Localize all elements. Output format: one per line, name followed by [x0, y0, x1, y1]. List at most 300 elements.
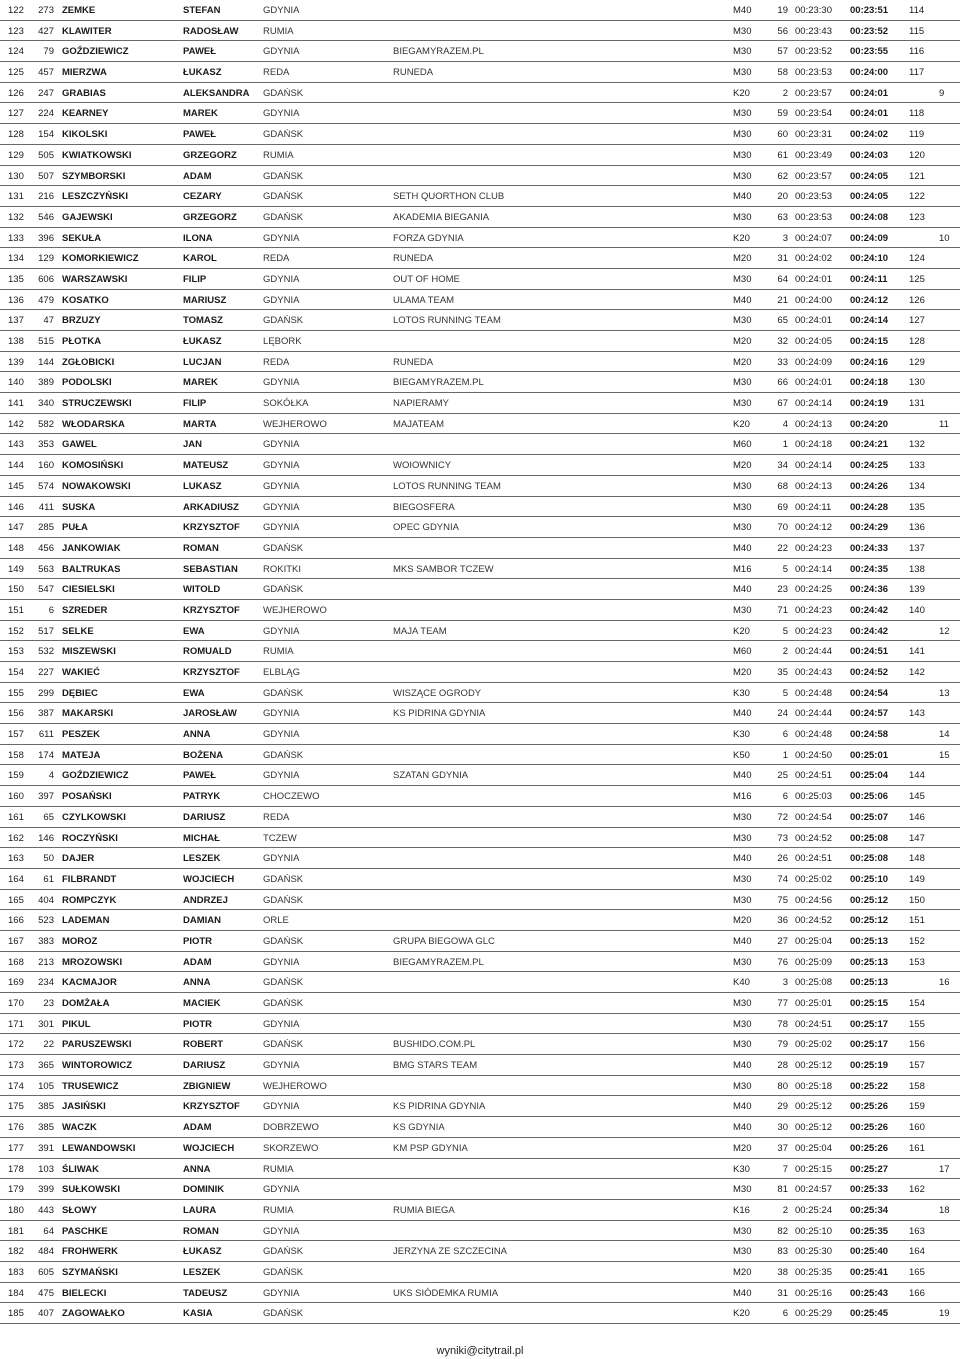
result-city: GDAŃSK: [263, 211, 304, 223]
table-row: [0, 207, 960, 228]
result-city: GDAŃSK: [263, 749, 304, 761]
result-city: LĘBORK: [263, 336, 302, 347]
result-category-place: 75: [777, 894, 788, 906]
result-net-time: 00:24:13: [795, 480, 832, 492]
result-first-name: MATEUSZ: [183, 460, 229, 472]
result-category: M40: [733, 1101, 752, 1113]
result-first-name: LUKASZ: [183, 480, 222, 492]
result-first-name: DARIUSZ: [183, 811, 226, 823]
result-last-name: PARUSZEWSKI: [62, 1039, 132, 1051]
result-bib: 144: [38, 356, 54, 368]
result-gender-place: 141: [909, 646, 925, 658]
result-first-name: RADOSŁAW: [183, 25, 239, 37]
result-bib: 234: [38, 977, 54, 989]
result-category: M30: [733, 1018, 752, 1030]
result-club: MAJATEAM: [393, 418, 445, 430]
result-gender-place: 16: [939, 977, 950, 989]
result-position: 157: [8, 729, 24, 741]
result-category: M30: [733, 832, 752, 844]
result-first-name: ROMAN: [183, 1225, 219, 1237]
result-position: 181: [8, 1225, 24, 1237]
result-city: WEJHEROWO: [263, 604, 327, 616]
table-row: [0, 559, 960, 580]
result-category-place: 34: [777, 460, 788, 472]
table-row: [0, 1200, 960, 1221]
result-position: 136: [8, 294, 24, 306]
result-last-name: BALTRUKAS: [62, 563, 121, 575]
result-category: M30: [733, 522, 752, 534]
result-gender-place: 13: [939, 687, 950, 699]
result-bib: 396: [38, 232, 54, 244]
result-bib: 50: [43, 853, 54, 865]
result-net-time: 00:24:50: [795, 749, 832, 761]
result-first-name: MICHAŁ: [183, 832, 220, 844]
result-position: 132: [8, 211, 24, 223]
result-city: RUMIA: [263, 149, 294, 161]
table-row: [0, 269, 960, 290]
result-net-time: 00:25:01: [795, 998, 832, 1009]
result-category: M30: [733, 46, 752, 58]
result-first-name: LAURA: [183, 1204, 217, 1216]
result-gun-time: 00:25:19: [850, 1060, 889, 1072]
result-gun-time: 00:24:01: [850, 108, 889, 120]
result-gun-time: 00:24:00: [850, 67, 889, 79]
result-club: LOTOS RUNNING TEAM: [393, 480, 501, 492]
result-gender-place: 153: [909, 956, 925, 968]
result-position: 162: [8, 832, 24, 844]
result-category-place: 5: [782, 687, 788, 699]
result-category-place: 1: [782, 439, 788, 451]
result-category: K40: [733, 977, 750, 989]
result-city: GDAŃSK: [263, 1246, 304, 1258]
result-position: 155: [8, 687, 24, 699]
result-category: M30: [733, 1246, 752, 1258]
result-bib: 505: [38, 149, 54, 161]
result-gun-time: 00:24:33: [850, 542, 889, 554]
result-category: M40: [733, 853, 752, 865]
table-row: [0, 331, 960, 352]
result-city: GDAŃSK: [263, 170, 304, 182]
result-club: MAJA TEAM: [393, 625, 447, 637]
result-city: GDYNIA: [263, 460, 300, 472]
table-row: [0, 641, 960, 662]
result-net-time: 00:23:57: [795, 87, 832, 99]
result-first-name: PAWEŁ: [183, 129, 217, 141]
result-gun-time: 00:24:42: [850, 625, 889, 637]
result-club: JERZYNA ZE SZCZECINA: [393, 1246, 508, 1258]
table-row: [0, 807, 960, 828]
result-first-name: MAREK: [183, 377, 218, 389]
result-club: BUSHIDO.COM.PL: [393, 1039, 476, 1051]
result-city: GDAŃSK: [263, 935, 304, 947]
result-gender-place: 128: [909, 336, 925, 347]
result-city: GDYNIA: [263, 46, 300, 58]
result-position: 125: [8, 67, 24, 79]
result-city: CHOCZEWO: [263, 791, 320, 803]
result-bib: 174: [38, 749, 54, 761]
result-last-name: ZEMKE: [62, 5, 96, 16]
result-city: RUMIA: [263, 1163, 294, 1175]
result-bib: 407: [38, 1308, 54, 1320]
result-gun-time: 00:24:10: [850, 253, 889, 265]
result-bib: 273: [38, 5, 54, 16]
result-gun-time: 00:25:15: [850, 998, 889, 1009]
result-category-place: 2: [782, 87, 788, 99]
result-position: 137: [8, 315, 24, 327]
result-position: 156: [8, 708, 24, 720]
result-last-name: FROHWERK: [62, 1246, 118, 1258]
result-bib: 397: [38, 791, 54, 803]
result-first-name: LUCJAN: [183, 356, 222, 368]
result-last-name: LESZCZYŃSKI: [62, 191, 128, 203]
result-category-place: 23: [777, 584, 788, 596]
result-club: LOTOS RUNNING TEAM: [393, 315, 501, 327]
result-gun-time: 00:24:35: [850, 563, 889, 575]
result-city: GDAŃSK: [263, 315, 304, 327]
table-row: [0, 1283, 960, 1304]
result-position: 174: [8, 1080, 24, 1092]
result-category: M20: [733, 1266, 752, 1278]
result-category: M20: [733, 460, 752, 472]
table-row: [0, 228, 960, 249]
result-gun-time: 00:24:28: [850, 501, 889, 513]
result-bib: 605: [38, 1266, 54, 1278]
result-gun-time: 00:24:58: [850, 729, 889, 741]
result-first-name: ARKADIUSZ: [183, 501, 239, 513]
result-position: 170: [8, 998, 24, 1009]
result-bib: 340: [38, 398, 54, 410]
result-last-name: PESZEK: [62, 729, 101, 741]
result-category-place: 78: [777, 1018, 788, 1030]
result-category-place: 82: [777, 1225, 788, 1237]
result-category: M40: [733, 1122, 752, 1134]
result-gun-time: 00:23:51: [850, 5, 889, 16]
result-bib: 387: [38, 708, 54, 720]
result-first-name: ZBIGNIEW: [183, 1080, 231, 1092]
result-club: SZATAN GDYNIA: [393, 770, 469, 782]
result-bib: 574: [38, 480, 54, 492]
result-city: GDAŃSK: [263, 87, 304, 99]
result-city: GDYNIA: [263, 729, 300, 741]
result-category: M30: [733, 149, 752, 161]
result-bib: 224: [38, 108, 54, 120]
result-net-time: 00:23:53: [795, 67, 832, 79]
result-bib: 105: [38, 1080, 54, 1092]
result-gender-place: 137: [909, 542, 925, 554]
result-bib: 523: [38, 915, 54, 927]
result-net-time: 00:24:23: [795, 542, 832, 554]
result-club: RUMIA BIEGA: [393, 1204, 455, 1216]
result-bib: 582: [38, 418, 54, 430]
result-category: K20: [733, 418, 750, 430]
table-row: [0, 41, 960, 62]
result-category-place: 22: [777, 542, 788, 554]
result-category: K20: [733, 625, 750, 637]
result-last-name: CIESIELSKI: [62, 584, 115, 596]
result-position: 135: [8, 273, 24, 285]
result-category: M30: [733, 604, 752, 616]
result-position: 160: [8, 791, 24, 803]
result-city: GDAŃSK: [263, 1039, 304, 1051]
result-net-time: 00:24:01: [795, 377, 832, 389]
result-first-name: PIOTR: [183, 935, 213, 947]
result-first-name: ALEKSANDRA: [183, 87, 250, 99]
result-category-place: 71: [777, 604, 788, 616]
result-last-name: SEKUŁA: [62, 232, 102, 244]
result-bib: 216: [38, 191, 54, 203]
result-category-place: 30: [777, 1122, 788, 1134]
table-row: [0, 145, 960, 166]
result-gun-time: 00:25:10: [850, 873, 889, 885]
result-gender-place: 12: [939, 625, 950, 637]
result-gender-place: 126: [909, 294, 925, 306]
result-first-name: KRZYSZTOF: [183, 604, 240, 616]
result-category-place: 27: [777, 935, 788, 947]
result-net-time: 00:24:52: [795, 915, 832, 927]
result-bib: 285: [38, 522, 54, 534]
table-row: [0, 600, 960, 621]
result-net-time: 00:23:52: [795, 46, 832, 58]
result-position: 177: [8, 1142, 24, 1154]
result-gender-place: 136: [909, 522, 925, 534]
result-gun-time: 00:24:05: [850, 191, 889, 203]
result-gun-time: 00:25:22: [850, 1080, 889, 1092]
result-city: GDAŃSK: [263, 1266, 304, 1278]
result-position: 146: [8, 501, 24, 513]
result-position: 185: [8, 1308, 24, 1320]
result-bib: 532: [38, 646, 54, 658]
result-bib: 385: [38, 1122, 54, 1134]
result-bib: 546: [38, 211, 54, 223]
result-last-name: SUŁKOWSKI: [62, 1184, 121, 1196]
result-category-place: 7: [782, 1163, 788, 1175]
result-category: M30: [733, 811, 752, 823]
result-gender-place: 124: [909, 253, 925, 265]
result-gun-time: 00:25:17: [850, 1039, 889, 1051]
result-net-time: 00:24:48: [795, 729, 832, 741]
result-net-time: 00:25:24: [795, 1204, 832, 1216]
result-category: M30: [733, 129, 752, 141]
result-category: M30: [733, 873, 752, 885]
result-net-time: 00:24:51: [795, 770, 832, 782]
result-bib: 301: [38, 1018, 54, 1030]
result-last-name: LEWANDOWSKI: [62, 1142, 136, 1154]
result-category: M30: [733, 377, 752, 389]
result-first-name: DOMINIK: [183, 1184, 225, 1196]
result-city: GDYNIA: [263, 1060, 300, 1072]
result-gender-place: 155: [909, 1018, 925, 1030]
result-first-name: ŁUKASZ: [183, 336, 222, 347]
result-first-name: ANDRZEJ: [183, 894, 228, 906]
table-row: [0, 393, 960, 414]
result-net-time: 00:24:51: [795, 1018, 832, 1030]
result-net-time: 00:24:43: [795, 667, 832, 678]
result-bib: 383: [38, 935, 54, 947]
result-position: 166: [8, 915, 24, 927]
result-category: M30: [733, 1039, 752, 1051]
result-city: GDYNIA: [263, 956, 300, 968]
result-first-name: ROMUALD: [183, 646, 232, 658]
table-row: [0, 621, 960, 642]
table-row: [0, 683, 960, 704]
result-position: 168: [8, 956, 24, 968]
result-net-time: 00:24:01: [795, 273, 832, 285]
result-category-place: 79: [777, 1039, 788, 1051]
result-bib: 479: [38, 294, 54, 306]
result-gender-place: 139: [909, 584, 925, 596]
result-first-name: ROMAN: [183, 542, 219, 554]
table-row: [0, 1014, 960, 1035]
result-net-time: 00:24:23: [795, 604, 832, 616]
result-gun-time: 00:25:04: [850, 770, 889, 782]
result-last-name: DĘBIEC: [62, 687, 98, 699]
result-club: KS PIDRINA GDYNIA: [393, 1101, 486, 1113]
result-last-name: WARSZAWSKI: [62, 273, 128, 285]
result-category-place: 1: [782, 749, 788, 761]
result-first-name: JAN: [183, 439, 203, 451]
table-row: [0, 786, 960, 807]
result-position: 151: [8, 604, 24, 616]
result-net-time: 00:24:14: [795, 398, 832, 410]
result-category: M30: [733, 956, 752, 968]
result-category-place: 59: [777, 108, 788, 120]
result-category-place: 21: [777, 294, 788, 306]
result-bib: 515: [38, 336, 54, 347]
result-gender-place: 160: [909, 1122, 925, 1134]
result-gender-place: 130: [909, 377, 925, 389]
result-last-name: LADEMAN: [62, 915, 110, 927]
result-city: GDYNIA: [263, 853, 300, 865]
result-category-place: 69: [777, 501, 788, 513]
result-net-time: 00:24:14: [795, 563, 832, 575]
result-position: 172: [8, 1039, 24, 1051]
result-last-name: ZGŁOBICKI: [62, 356, 115, 368]
result-gender-place: 150: [909, 894, 925, 906]
result-category-place: 4: [782, 418, 788, 430]
result-gender-place: 166: [909, 1287, 925, 1299]
result-first-name: KRZYSZTOF: [183, 667, 240, 678]
result-city: GDYNIA: [263, 708, 300, 720]
result-position: 165: [8, 894, 24, 906]
result-gun-time: 00:25:26: [850, 1142, 889, 1154]
result-last-name: KOMOSIŃSKI: [62, 460, 124, 472]
result-last-name: MATEJA: [62, 749, 101, 761]
result-last-name: PASCHKE: [62, 1225, 108, 1237]
result-first-name: PAWEŁ: [183, 770, 217, 782]
result-gun-time: 00:25:40: [850, 1246, 889, 1258]
result-first-name: ANNA: [183, 1163, 211, 1175]
result-category-place: 19: [777, 5, 788, 16]
result-gun-time: 00:25:08: [850, 853, 889, 865]
result-gender-place: 143: [909, 708, 925, 720]
result-position: 129: [8, 149, 24, 161]
result-gender-place: 125: [909, 273, 925, 285]
result-gender-place: 135: [909, 501, 925, 513]
result-category: M20: [733, 667, 752, 678]
result-category-place: 25: [777, 770, 788, 782]
result-last-name: GOŹDZIEWICZ: [62, 770, 129, 782]
result-gun-time: 00:25:26: [850, 1122, 889, 1134]
result-gender-place: 159: [909, 1101, 925, 1113]
result-position: 134: [8, 253, 24, 265]
result-category: M40: [733, 708, 752, 720]
result-net-time: 00:24:56: [795, 894, 832, 906]
table-row: [0, 1241, 960, 1262]
table-row: [0, 434, 960, 455]
result-last-name: WACZK: [62, 1122, 97, 1134]
result-city: GDYNIA: [263, 439, 300, 451]
result-city: RUMIA: [263, 646, 294, 658]
result-category: K30: [733, 1163, 750, 1175]
result-net-time: 00:24:14: [795, 460, 832, 472]
result-gun-time: 00:24:25: [850, 460, 889, 472]
result-city: ELBLĄG: [263, 667, 300, 678]
result-last-name: ROMPCZYK: [62, 894, 117, 906]
result-first-name: PATRYK: [183, 791, 221, 803]
result-net-time: 00:25:10: [795, 1225, 832, 1237]
result-gender-place: 164: [909, 1246, 925, 1258]
result-net-time: 00:24:05: [795, 336, 832, 347]
result-gender-place: 165: [909, 1266, 925, 1278]
result-position: 175: [8, 1101, 24, 1113]
result-bib: 399: [38, 1184, 54, 1196]
result-club: WISZĄCE OGRODY: [393, 687, 482, 699]
result-position: 124: [8, 46, 24, 58]
result-club: UKS SIÓDEMKA RUMIA: [393, 1287, 499, 1299]
result-last-name: PODOLSKI: [62, 377, 112, 389]
result-category: M20: [733, 336, 752, 347]
result-position: 145: [8, 480, 24, 492]
result-last-name: PUŁA: [62, 522, 88, 534]
result-club: RUNEDA: [393, 253, 434, 265]
result-net-time: 00:23:31: [795, 129, 832, 141]
result-position: 122: [8, 5, 24, 16]
result-city: RUMIA: [263, 1204, 294, 1216]
result-club: KM PSP GDYNIA: [393, 1142, 468, 1154]
result-category: K16: [733, 1204, 750, 1216]
result-first-name: MAREK: [183, 108, 218, 120]
result-city: SOKÓŁKA: [263, 398, 309, 410]
result-gender-place: 152: [909, 935, 925, 947]
table-row: [0, 352, 960, 373]
result-net-time: 00:24:07: [795, 232, 832, 244]
result-category: M20: [733, 356, 752, 368]
result-category: M16: [733, 563, 752, 575]
result-city: GDAŃSK: [263, 1308, 304, 1320]
result-category: M30: [733, 211, 752, 223]
table-row: [0, 1096, 960, 1117]
result-category: M30: [733, 894, 752, 906]
table-row: [0, 455, 960, 476]
result-position: 179: [8, 1184, 24, 1196]
result-bib: 4: [48, 770, 54, 782]
result-bib: 47: [43, 315, 54, 327]
result-city: GDYNIA: [263, 1101, 300, 1113]
footer-email[interactable]: wyniki@citytrail.pl: [436, 1345, 524, 1357]
result-gun-time: 00:24:02: [850, 129, 889, 141]
result-category: M40: [733, 770, 752, 782]
result-position: 130: [8, 170, 24, 182]
result-last-name: SŁOWY: [62, 1204, 97, 1216]
result-last-name: WINTOROWICZ: [62, 1060, 133, 1072]
table-row: [0, 124, 960, 145]
result-first-name: GRZEGORZ: [183, 149, 237, 161]
result-category-place: 26: [777, 853, 788, 865]
result-category-place: 5: [782, 625, 788, 637]
result-category-place: 74: [777, 873, 788, 885]
result-bib: 411: [38, 501, 54, 513]
result-gender-place: 115: [909, 25, 925, 37]
